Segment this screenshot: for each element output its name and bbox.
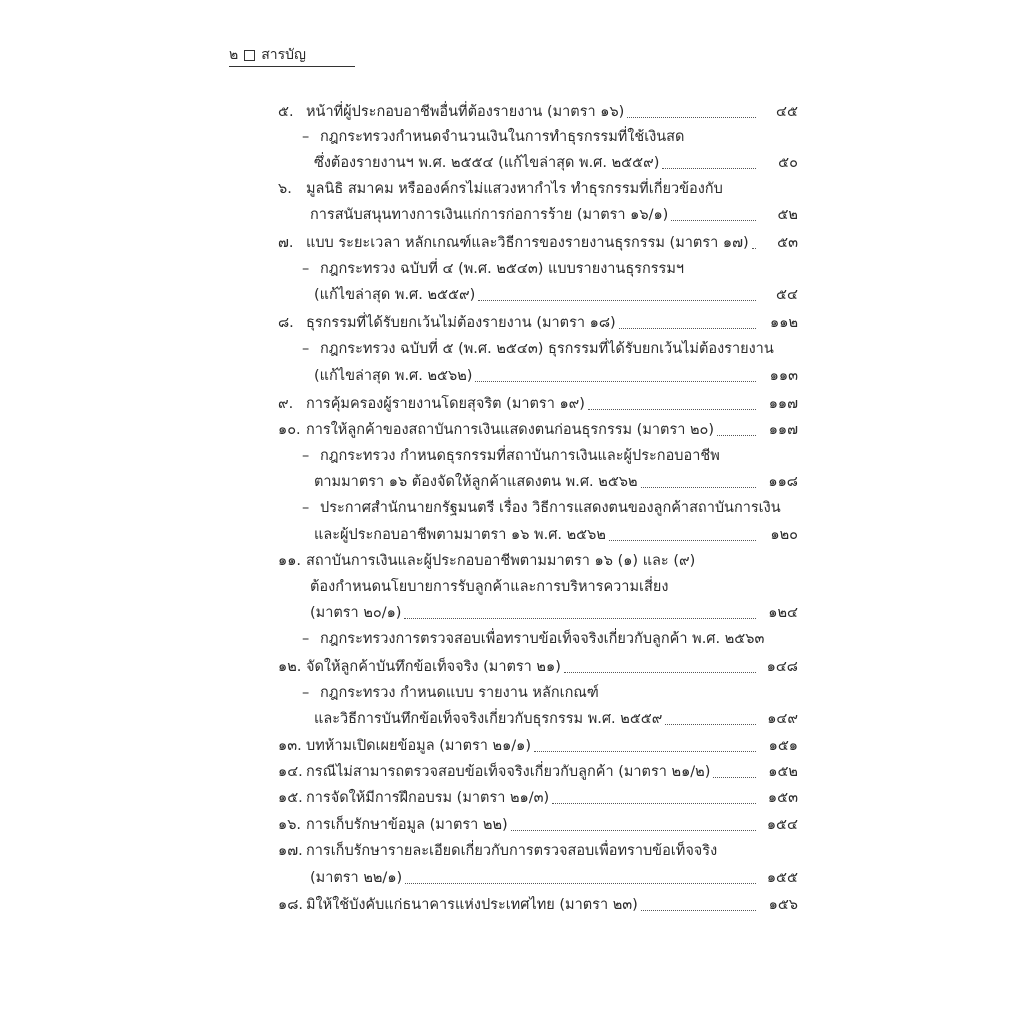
toc-dot-leader bbox=[717, 435, 756, 436]
toc-dot-leader bbox=[405, 883, 756, 884]
toc-line bbox=[310, 601, 798, 625]
toc-item-number: ๑๔. bbox=[278, 764, 303, 780]
toc-line bbox=[278, 418, 798, 442]
toc-page-number: ๑๑๘ bbox=[768, 474, 798, 490]
toc-sub-bullet: – bbox=[302, 341, 310, 357]
toc-line bbox=[278, 786, 798, 810]
toc-page-number: ๑๒๔ bbox=[768, 605, 798, 621]
toc-line bbox=[278, 392, 798, 416]
toc-item-number: ๑๕. bbox=[278, 790, 303, 806]
toc-page-number: ๑๑๒ bbox=[770, 315, 798, 331]
toc-dot-leader bbox=[662, 168, 756, 169]
toc-dot-leader bbox=[588, 409, 756, 410]
toc-line bbox=[302, 257, 798, 281]
toc-line bbox=[278, 839, 798, 863]
toc-entry-title: กรณีไม่สามารถตรวจสอบข้อเท็จจริงเกี่ยวกับลูกค้า (มาตรา ๒๑/๒) bbox=[306, 764, 711, 780]
toc-item-number: ๑๗. bbox=[278, 843, 303, 859]
toc-line bbox=[302, 444, 798, 468]
toc-entry-title: การจัดให้มีการฝึกอบรม (มาตรา ๒๑/๓) bbox=[306, 790, 550, 806]
toc-entry-title: มิให้ใช้บังคับแก่ธนาคารแห่งประเทศไทย (มาตรา ๒๓) bbox=[306, 897, 638, 913]
toc-entry-title: และผู้ประกอบอาชีพตามมาตรา ๑๖ พ.ศ. ๒๕๖๒ bbox=[314, 527, 606, 543]
toc-dot-leader bbox=[641, 487, 756, 488]
toc-entry-title: กฎกระทรวงกำหนดจำนวนเงินในการทำธุรกรรมที่ใช้เงินสด bbox=[320, 129, 685, 145]
toc-item-number: ๑๓. bbox=[278, 738, 302, 754]
toc-line bbox=[302, 125, 798, 149]
toc-dot-leader bbox=[619, 328, 756, 329]
toc-sub-bullet: – bbox=[302, 685, 310, 701]
toc-page-number: ๑๕๖ bbox=[768, 897, 798, 913]
toc-item-number: ๘. bbox=[278, 315, 294, 331]
toc-entry-title: ซึ่งต้องรายงานฯ พ.ศ. ๒๕๕๔ (แก้ไขล่าสุด พ.ศ. ๒๕๕๙) bbox=[314, 155, 660, 171]
toc-entry-title: ธุรกรรมที่ได้รับยกเว้นไม่ต้องรายงาน (มาตรา ๑๘) bbox=[306, 315, 616, 331]
toc-entry-title: สถาบันการเงินและผู้ประกอบอาชีพตามมาตรา ๑๖ (๑) และ (๙) bbox=[306, 553, 696, 569]
toc-entry-title: (แก้ไขล่าสุด พ.ศ. ๒๕๖๒) bbox=[314, 368, 473, 384]
toc-page-number: ๑๑๗ bbox=[768, 396, 798, 412]
toc-item-number: ๗. bbox=[278, 235, 294, 251]
toc-dot-leader bbox=[552, 803, 756, 804]
toc-sub-bullet: – bbox=[302, 448, 310, 464]
toc-entry-title: (มาตรา ๒๒/๑) bbox=[310, 870, 403, 886]
toc-item-number: ๑๒. bbox=[278, 659, 302, 675]
toc-line bbox=[314, 283, 798, 307]
toc-page-number: ๑๔๙ bbox=[767, 711, 798, 727]
toc-dot-leader bbox=[713, 777, 756, 778]
toc-dot-leader bbox=[404, 618, 756, 619]
header-section-title: สารบัญ bbox=[261, 47, 306, 63]
running-header bbox=[229, 44, 355, 67]
toc-line bbox=[278, 893, 798, 917]
toc-entry-title: การเก็บรักษาข้อมูล (มาตรา ๒๒) bbox=[306, 817, 508, 833]
toc-line bbox=[278, 813, 798, 837]
toc-page-number: ๑๕๒ bbox=[768, 764, 798, 780]
toc-entry-title: จัดให้ลูกค้าบันทึกข้อเท็จจริง (มาตรา ๒๑) bbox=[306, 659, 561, 675]
toc-dot-leader bbox=[752, 248, 756, 249]
toc-dot-leader bbox=[475, 381, 756, 382]
toc-line bbox=[314, 151, 798, 175]
toc-line bbox=[278, 311, 798, 335]
toc-page-number: ๕๒ bbox=[777, 207, 798, 223]
toc-dot-leader bbox=[478, 300, 756, 301]
toc-page-number: ๑๔๘ bbox=[766, 659, 798, 675]
toc-line bbox=[302, 337, 798, 361]
toc-dot-leader bbox=[534, 751, 756, 752]
toc-entry-title: บทห้ามเปิดเผยข้อมูล (มาตรา ๒๑/๑) bbox=[306, 738, 532, 754]
toc-item-number: ๙. bbox=[278, 396, 294, 412]
toc-line bbox=[302, 681, 798, 705]
toc-item-number: ๑๖. bbox=[278, 817, 302, 833]
toc-entry-title: กฎกระทรวง กำหนดแบบ รายงาน หลักเกณฑ์ bbox=[320, 685, 599, 701]
header-page-number: ๒ bbox=[229, 47, 239, 63]
toc-page-number: ๑๕๓ bbox=[767, 790, 798, 806]
toc-sub-bullet: – bbox=[302, 631, 310, 647]
toc-entry-title: การคุ้มครองผู้รายงานโดยสุจริต (มาตรา ๑๙) bbox=[306, 396, 585, 412]
toc-page-number: ๑๑๗ bbox=[768, 422, 798, 438]
toc-page-number: ๔๕ bbox=[776, 104, 798, 120]
toc-line bbox=[302, 496, 798, 520]
toc-line bbox=[310, 866, 798, 890]
toc-page-number: ๑๕๑ bbox=[768, 738, 798, 754]
toc-line bbox=[278, 549, 798, 573]
toc-entry-title: กฎกระทรวง กำหนดธุรกรรมที่สถาบันการเงินและผู้ประกอบอาชีพ bbox=[320, 448, 720, 464]
toc-page-number: ๑๕๕ bbox=[766, 870, 798, 886]
toc-line bbox=[310, 203, 798, 227]
toc-entry-title: กฎกระทรวง ฉบับที่ ๔ (พ.ศ. ๒๕๔๓) แบบรายงานธุรกรรมฯ bbox=[320, 261, 685, 277]
toc-page-number: ๕๔ bbox=[776, 287, 798, 303]
toc-line bbox=[314, 707, 798, 731]
toc-line bbox=[278, 100, 798, 124]
toc-entry-title: กฎกระทรวงการตรวจสอบเพื่อทราบข้อเท็จจริงเกี่ยวกับลูกค้า พ.ศ. ๒๕๖๓ bbox=[320, 631, 765, 647]
toc-sub-bullet: – bbox=[302, 500, 310, 516]
toc-entry-title: แบบ ระยะเวลา หลักเกณฑ์และวิธีการของรายงานธุรกรรม (มาตรา ๑๗) bbox=[306, 235, 749, 251]
toc-entry-title: กฎกระทรวง ฉบับที่ ๕ (พ.ศ. ๒๕๔๓) ธุรกรรมที่ได้รับยกเว้นไม่ต้องรายงาน bbox=[320, 341, 774, 357]
toc-item-number: ๕. bbox=[278, 104, 294, 120]
toc-dot-leader bbox=[627, 117, 756, 118]
toc-line bbox=[314, 523, 798, 547]
toc-entry-title: การให้ลูกค้าของสถาบันการเงินแสดงตนก่อนธุรกรรม (มาตรา ๒๐) bbox=[306, 422, 715, 438]
toc-line bbox=[302, 627, 798, 651]
toc-page-number: ๑๕๔ bbox=[766, 817, 798, 833]
toc-dot-leader bbox=[641, 910, 756, 911]
toc-entry-title: หน้าที่ผู้ประกอบอาชีพอื่นที่ต้องรายงาน (มาตรา ๑๖) bbox=[306, 104, 625, 120]
toc-item-number: ๑๘. bbox=[278, 897, 303, 913]
toc-sub-bullet: – bbox=[302, 261, 310, 277]
toc-line bbox=[278, 655, 798, 679]
toc-item-number: ๖. bbox=[278, 181, 292, 197]
toc-page-number: ๑๒๐ bbox=[770, 527, 798, 543]
toc-line bbox=[278, 177, 798, 201]
toc-sub-bullet: – bbox=[302, 129, 310, 145]
toc-line bbox=[310, 575, 798, 599]
toc-dot-leader bbox=[665, 724, 756, 725]
toc-entry-title: (มาตรา ๒๐/๑) bbox=[310, 605, 402, 621]
toc-line bbox=[314, 364, 798, 388]
square-bullet-icon bbox=[244, 50, 255, 61]
toc-page-number: ๑๑๓ bbox=[769, 368, 798, 384]
toc-item-number: ๑๐. bbox=[278, 422, 301, 438]
toc-dot-leader bbox=[671, 220, 756, 221]
toc-entry-title: การเก็บรักษารายละเอียดเกี่ยวกับการตรวจสอบเพื่อทราบข้อเท็จจริง bbox=[306, 843, 718, 859]
toc-line bbox=[278, 734, 798, 758]
toc-entry-title: และวิธีการบันทึกข้อเท็จจริงเกี่ยวกับธุรกรรม พ.ศ. ๒๕๕๙ bbox=[314, 711, 663, 727]
toc-line bbox=[278, 231, 798, 255]
toc-item-number: ๑๑. bbox=[278, 553, 302, 569]
toc-entry-title: มูลนิธิ สมาคม หรือองค์กรไม่แสวงหากำไร ทำธุรกรรมที่เกี่ยวข้องกับ bbox=[306, 181, 723, 197]
toc-entry-title: ต้องกำหนดนโยบายการรับลูกค้าและการบริหารความเสี่ยง bbox=[310, 579, 669, 595]
toc-dot-leader bbox=[609, 540, 756, 541]
toc-entry-title: (แก้ไขล่าสุด พ.ศ. ๒๕๕๙) bbox=[314, 287, 476, 303]
toc-entry-title: ตามมาตรา ๑๖ ต้องจัดให้ลูกค้าแสดงตน พ.ศ. ๒๕๖๒ bbox=[314, 474, 638, 490]
toc-dot-leader bbox=[511, 830, 756, 831]
toc-line bbox=[278, 760, 798, 784]
toc-page-number: ๕๐ bbox=[778, 155, 798, 171]
toc-entry-title: ประกาศสำนักนายกรัฐมนตรี เรื่อง วิธีการแสดงตนของลูกค้าสถาบันการเงิน bbox=[320, 500, 781, 516]
toc-dot-leader bbox=[564, 672, 756, 673]
toc-line bbox=[314, 470, 798, 494]
toc-entry-title: การสนับสนุนทางการเงินแก่การก่อการร้าย (มาตรา ๑๖/๑) bbox=[310, 207, 669, 223]
toc-page-number: ๕๓ bbox=[777, 235, 798, 251]
